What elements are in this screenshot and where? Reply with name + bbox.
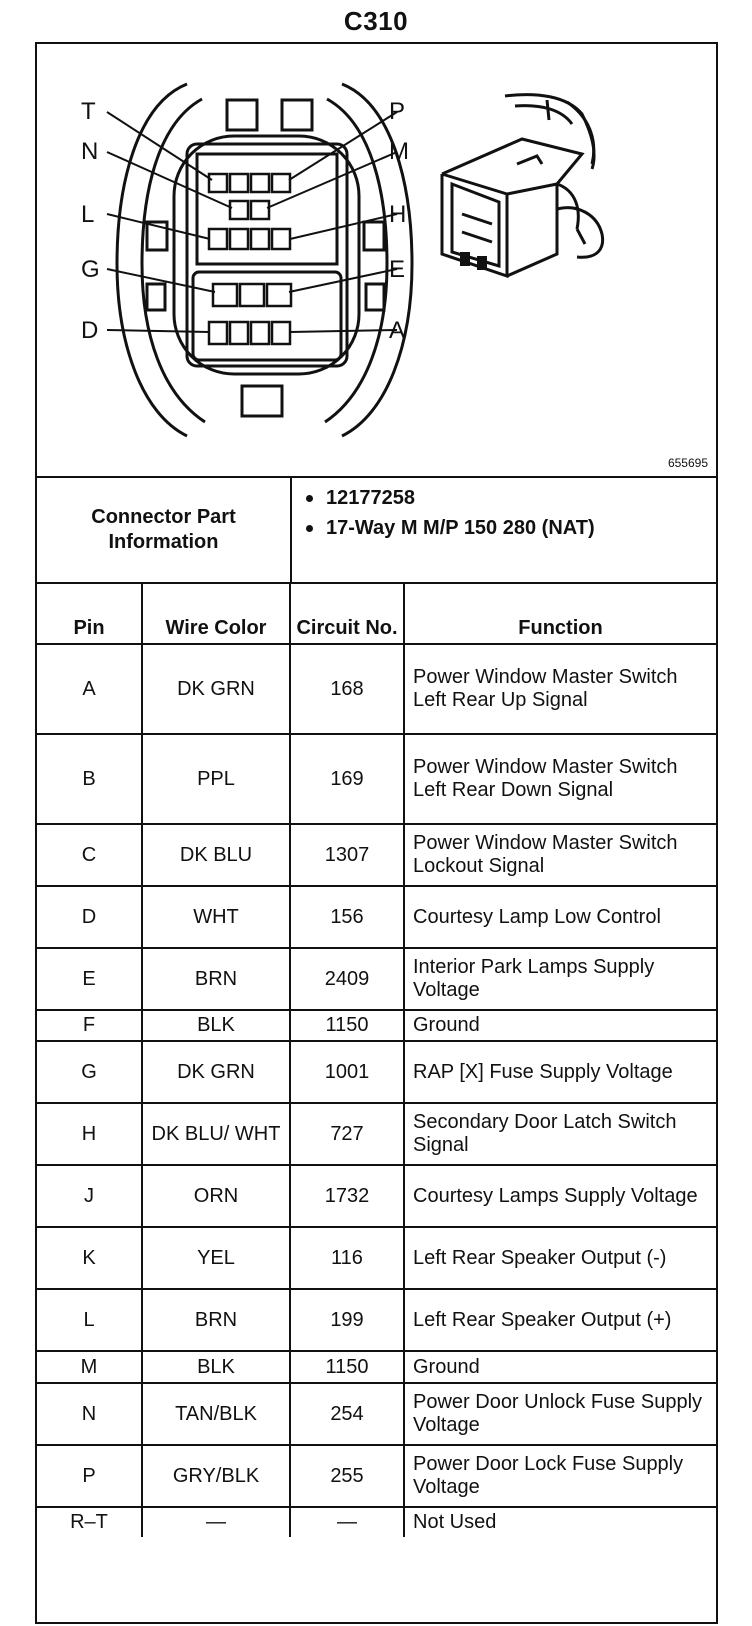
- pin-label-N: N: [81, 138, 99, 165]
- pin-cell: F: [37, 1010, 142, 1041]
- connector-sheet: [35, 42, 718, 1624]
- connector-description: 17-Way M M/P 150 280 (NAT): [302, 516, 702, 540]
- wire-color-cell: DK BLU/ WHT: [142, 1103, 290, 1165]
- table-row: [37, 1227, 716, 1289]
- pin-cell: A: [37, 644, 142, 734]
- circuit-cell: 254: [290, 1383, 404, 1445]
- pin-label-D: D: [81, 317, 99, 344]
- table-row: [37, 1507, 716, 1537]
- table-row: [37, 1445, 716, 1507]
- function-cell: Left Rear Speaker Output (+): [404, 1289, 716, 1351]
- connector-diagram: [37, 44, 716, 478]
- function-cell: Power Window Master Switch Lockout Signal: [404, 824, 716, 886]
- circuit-cell: 169: [290, 734, 404, 824]
- pin-label-L: L: [81, 201, 95, 228]
- pin-label-M: M: [389, 138, 409, 165]
- pin-cell: P: [37, 1445, 142, 1507]
- wire-color-cell: YEL: [142, 1227, 290, 1289]
- function-cell: Secondary Door Latch Switch Signal: [404, 1103, 716, 1165]
- function-cell: Courtesy Lamps Supply Voltage: [404, 1165, 716, 1227]
- wire-color-cell: DK BLU: [142, 824, 290, 886]
- wire-color-cell: BRN: [142, 948, 290, 1010]
- function-cell: RAP [X] Fuse Supply Voltage: [404, 1041, 716, 1103]
- pin-cell: L: [37, 1289, 142, 1351]
- function-cell: Power Door Unlock Fuse Supply Voltage: [404, 1383, 716, 1445]
- table-row: [37, 1041, 716, 1103]
- pinout-table: [37, 584, 716, 1537]
- function-cell: Ground: [404, 1351, 716, 1383]
- pin-cell: B: [37, 734, 142, 824]
- wire-color-cell: GRY/BLK: [142, 1445, 290, 1507]
- pin-label-A: A: [389, 317, 406, 344]
- circuit-cell: —: [290, 1507, 404, 1537]
- pin-cell: D: [37, 886, 142, 948]
- function-cell: Power Door Lock Fuse Supply Voltage: [404, 1445, 716, 1507]
- connector-face-illustration: [37, 44, 716, 476]
- pin-cell: E: [37, 948, 142, 1010]
- wire-color-cell: —: [142, 1507, 290, 1537]
- table-row: [37, 1165, 716, 1227]
- pin-cell: G: [37, 1041, 142, 1103]
- wire-color-cell: PPL: [142, 734, 290, 824]
- pin-cell: J: [37, 1165, 142, 1227]
- circuit-cell: 1001: [290, 1041, 404, 1103]
- circuit-cell: 168: [290, 644, 404, 734]
- table-row: [37, 948, 716, 1010]
- part-number: 12177258: [302, 486, 702, 510]
- wire-color-cell: BRN: [142, 1289, 290, 1351]
- pin-label-H: H: [389, 201, 407, 228]
- header-circuit-no: Circuit No.: [290, 584, 404, 644]
- pin-label-P: P: [389, 98, 406, 125]
- circuit-cell: 1732: [290, 1165, 404, 1227]
- table-row: [37, 734, 716, 824]
- pinout-rows: [37, 644, 716, 1537]
- circuit-cell: 1307: [290, 824, 404, 886]
- pin-cell: C: [37, 824, 142, 886]
- header-pin: Pin: [37, 584, 142, 644]
- function-cell: Power Window Master Switch Left Rear Up Signal: [404, 644, 716, 734]
- pin-label-T: T: [81, 98, 96, 125]
- figure-id: 655695: [667, 456, 708, 470]
- pin-cell: H: [37, 1103, 142, 1165]
- table-row: [37, 1289, 716, 1351]
- function-cell: Ground: [404, 1010, 716, 1041]
- table-row: [37, 1383, 716, 1445]
- function-cell: Courtesy Lamp Low Control: [404, 886, 716, 948]
- table-row: [37, 1351, 716, 1383]
- table-row: [37, 1010, 716, 1041]
- wire-color-cell: WHT: [142, 886, 290, 948]
- circuit-cell: 727: [290, 1103, 404, 1165]
- wire-color-cell: DK GRN: [142, 644, 290, 734]
- pin-cell: N: [37, 1383, 142, 1445]
- wire-color-cell: DK GRN: [142, 1041, 290, 1103]
- wire-color-cell: TAN/BLK: [142, 1383, 290, 1445]
- circuit-cell: 1150: [290, 1351, 404, 1383]
- circuit-cell: 1150: [290, 1010, 404, 1041]
- page-title: C310: [343, 6, 409, 36]
- connector-part-info: [37, 478, 716, 584]
- circuit-cell: 199: [290, 1289, 404, 1351]
- table-row: [37, 644, 716, 734]
- circuit-cell: 156: [290, 886, 404, 948]
- function-cell: Power Window Master Switch Left Rear Down Signal: [404, 734, 716, 824]
- table-row: [37, 1103, 716, 1165]
- function-cell: Left Rear Speaker Output (-): [404, 1227, 716, 1289]
- connector-info-list: [302, 486, 702, 546]
- pin-cell: K: [37, 1227, 142, 1289]
- circuit-cell: 255: [290, 1445, 404, 1507]
- wire-color-cell: ORN: [142, 1165, 290, 1227]
- header-wire-color: Wire Color: [142, 584, 290, 644]
- circuit-cell: 116: [290, 1227, 404, 1289]
- wire-color-cell: BLK: [142, 1351, 290, 1383]
- header-function: Function: [404, 584, 716, 644]
- wire-color-cell: BLK: [142, 1010, 290, 1041]
- function-cell: Interior Park Lamps Supply Voltage: [404, 948, 716, 1010]
- table-row: [37, 824, 716, 886]
- circuit-cell: 2409: [290, 948, 404, 1010]
- pin-cell: M: [37, 1351, 142, 1383]
- function-cell: Not Used: [404, 1507, 716, 1537]
- connector-info-label: Connector Part Information: [37, 478, 292, 582]
- pin-label-G: G: [81, 256, 100, 283]
- pin-label-E: E: [389, 256, 406, 283]
- pin-cell: R–T: [37, 1507, 142, 1537]
- table-row: [37, 886, 716, 948]
